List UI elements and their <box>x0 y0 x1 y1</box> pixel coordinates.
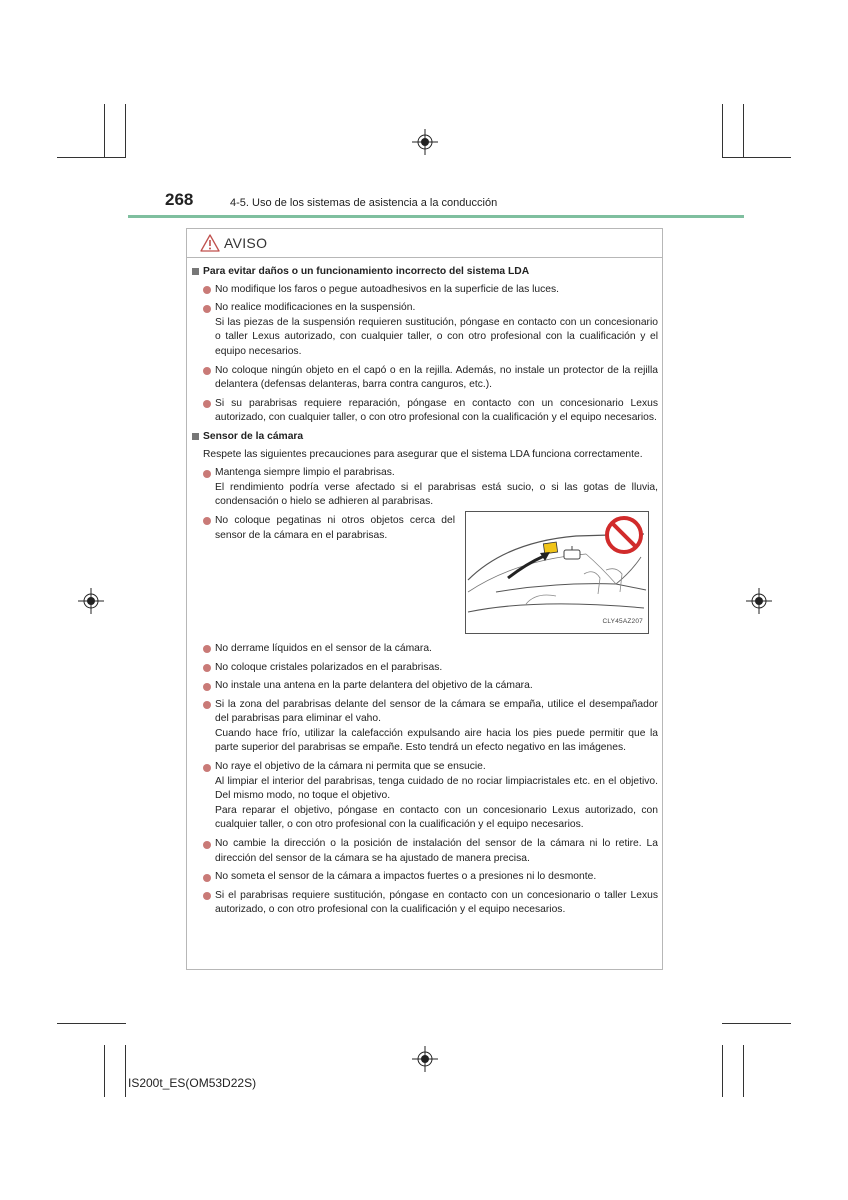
section-title: 4-5. Uso de los sistemas de asistencia a la conducción <box>230 197 498 209</box>
bullet-dot-icon <box>203 645 211 653</box>
crop-mark <box>743 1045 744 1097</box>
warning-title: AVISO <box>224 235 268 251</box>
crop-mark <box>57 1023 126 1024</box>
list-item: No modifique los faros o pegue autoadhesivos en la superficie de las luces. <box>187 283 664 298</box>
crop-mark <box>722 157 791 158</box>
bullet-dot-icon <box>203 683 211 691</box>
list-item: Mantenga siempre limpio el parabrisas. El rendimiento podría verse afectado si el parabrisas está sucio, o si las gotas de lluvia, condensación o hielo se adhieren al parabrisas. <box>187 466 664 510</box>
bullet-dot-icon <box>203 874 211 882</box>
list-item: Si su parabrisas requiere reparación, póngase en contacto con un concesionario Lexus autorizado, con cualquier taller, o con otro profesional con la cualificación y el equipo necesarios. <box>187 397 664 426</box>
bullet-dot-icon <box>203 841 211 849</box>
warning-content <box>187 265 664 922</box>
figure-code: CLY45AZ207 <box>602 618 643 626</box>
figure-row <box>187 514 664 636</box>
list-item: No raye el objetivo de la cámara ni permita que se ensucie. Al limpiar el interior del parabrisas, tenga cuidado de no rociar limpiacristales etc. en el objetivo. Del mismo modo, no toque el objetivo. Para reparar el objetivo, póngase en contacto con un concesionario Lexus autorizado, con cualquier taller, o con otro profesional con la cualificación y el equipo necesarios. <box>187 760 664 833</box>
crop-mark <box>104 1045 105 1097</box>
list-item: No instale una antena en la parte delantera del objetivo de la cámara. <box>187 679 664 694</box>
list-item: Si la zona del parabrisas delante del sensor de la cámara se empaña, utilice el desempañador del parabrisas para eliminar el vaho. Cuando hace frío, utilizar la calefacción expulsando aire hacia los pies puede permitir que la parte superior del parabrisas se empañe. Esto tendrá un efecto negativo en las imágenes. <box>187 698 664 756</box>
list-item: Si el parabrisas requiere sustitución, póngase en contacto con un concesionario o taller Lexus autorizado, o con otro profesional con la cualificación y el equipo necesarios. <box>187 889 664 918</box>
bullet-dot-icon <box>203 701 211 709</box>
list-item: No derrame líquidos en el sensor de la cámara. <box>187 642 664 657</box>
bullet-dot-icon <box>203 764 211 772</box>
footer-model-code: IS200t_ES(OM53D22S) <box>128 1076 257 1090</box>
warning-box <box>186 228 663 970</box>
page-number: 268 <box>165 190 194 209</box>
section-heading: Para evitar daños o un funcionamiento incorrecto del sistema LDA <box>187 265 664 280</box>
crop-mark <box>125 104 126 158</box>
crop-mark <box>57 157 126 158</box>
list-item: No coloque cristales polarizados en el parabrisas. <box>187 661 664 676</box>
warning-header <box>187 229 662 258</box>
registration-mark-icon <box>412 1046 438 1072</box>
crop-mark <box>722 104 723 158</box>
warning-triangle-icon <box>200 234 220 252</box>
list-item: No coloque ningún objeto en el capó o en la rejilla. Además, no instale un protector de la rejilla delantera (defensas delanteras, barra contra canguros, etc.). <box>187 364 664 393</box>
bullet-dot-icon <box>203 517 211 525</box>
header-rule <box>128 215 744 218</box>
list-item: No cambie la dirección o la posición de instalación del sensor de la cámara ni lo retire. La dirección del sensor de la cámara se ha ajustado de manera precisa. <box>187 837 664 866</box>
square-bullet-icon <box>192 268 199 275</box>
bullet-dot-icon <box>203 892 211 900</box>
registration-mark-icon <box>746 588 772 614</box>
list-item: No coloque pegatinas ni otros objetos cerca del sensor de la cámara en el parabrisas. <box>187 514 461 543</box>
crop-mark <box>743 104 744 158</box>
bullet-dot-icon <box>203 470 211 478</box>
bullet-dot-icon <box>203 664 211 672</box>
bullet-dot-icon <box>203 305 211 313</box>
registration-mark-icon <box>412 129 438 155</box>
bullet-dot-icon <box>203 367 211 375</box>
list-item: No realice modificaciones en la suspensión. Si las piezas de la suspensión requieren sustitución, póngase en contacto con un concesionario o taller Lexus autorizado, con cualquier taller, o con otro profesional con la cualificación y el equipo necesarios. <box>187 301 664 359</box>
windshield-camera-illustration <box>465 511 649 634</box>
crop-mark <box>722 1045 723 1097</box>
crop-mark <box>125 1045 126 1097</box>
section-heading: Sensor de la cámara <box>187 430 664 445</box>
crop-mark <box>104 104 105 158</box>
list-item: No someta el sensor de la cámara a impactos fuertes o a presiones ni lo desmonte. <box>187 870 664 885</box>
crop-mark <box>722 1023 791 1024</box>
registration-mark-icon <box>78 588 104 614</box>
section-intro: Respete las siguientes precauciones para asegurar que el sistema LDA funciona correctamente. <box>203 448 643 460</box>
square-bullet-icon <box>192 433 199 440</box>
bullet-dot-icon <box>203 286 211 294</box>
bullet-dot-icon <box>203 400 211 408</box>
